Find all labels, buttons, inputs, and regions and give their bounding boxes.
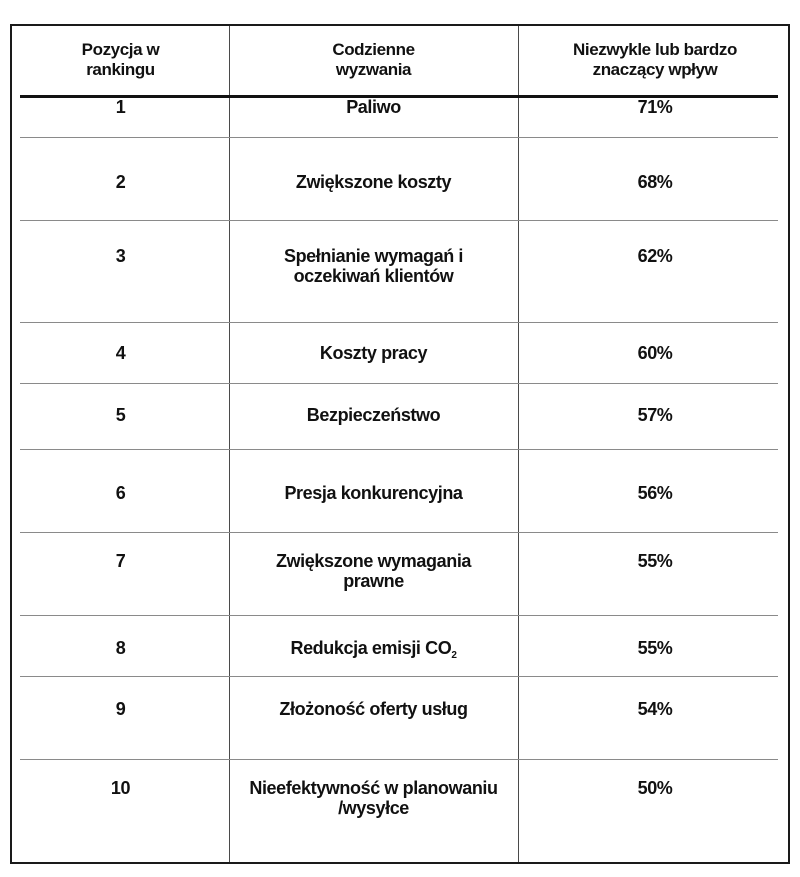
challenge-line: Bezpieczeństwo <box>306 405 441 425</box>
challenge-cell <box>229 97 518 117</box>
row-divider <box>20 676 778 677</box>
rank-cell: 4 <box>115 343 126 363</box>
rank-cell: 8 <box>115 638 126 658</box>
header-rank: Pozycja w rankingu <box>81 40 160 79</box>
challenge-line: Presja konkurencyjna <box>284 483 463 503</box>
challenge-line: Zwiększone wymagania <box>275 551 472 571</box>
impact-cell: 56% <box>637 483 673 503</box>
row-divider <box>20 532 778 533</box>
challenge-cell <box>229 483 518 503</box>
rank-cell: 3 <box>115 246 126 266</box>
challenge-line: /wysyłce <box>338 798 409 818</box>
row-divider <box>20 449 778 450</box>
challenge-cell <box>229 638 518 661</box>
column-divider <box>229 26 230 862</box>
challenge-line: Paliwo <box>346 97 401 117</box>
rank-cell: 7 <box>115 551 126 571</box>
challenge-line: Koszty pracy <box>319 343 428 363</box>
ranking-table <box>10 24 790 864</box>
row-divider <box>20 383 778 384</box>
impact-cell: 50% <box>637 778 673 798</box>
challenge-line: Nieefektywność w planowaniu <box>249 778 498 798</box>
challenge-cell <box>229 172 518 192</box>
impact-cell: 62% <box>637 246 673 266</box>
header-challenge: Codzienne wyzwania <box>332 40 415 79</box>
challenge-line: oczekiwań klientów <box>293 266 454 286</box>
challenge-subscript: 2 <box>451 650 457 661</box>
impact-cell: 55% <box>637 551 673 571</box>
impact-cell: 57% <box>637 405 673 425</box>
rank-cell: 5 <box>115 405 126 425</box>
challenge-cell <box>229 778 518 818</box>
rank-cell: 6 <box>115 483 126 503</box>
rank-cell: 10 <box>110 778 131 798</box>
challenge-line: prawne <box>343 571 404 591</box>
impact-cell: 54% <box>637 699 673 719</box>
row-divider <box>20 322 778 323</box>
challenge-cell <box>229 246 518 286</box>
impact-cell: 55% <box>637 638 673 658</box>
challenge-line: Zwiększone koszty <box>295 172 452 192</box>
challenge-cell <box>229 551 518 591</box>
row-divider <box>20 759 778 760</box>
challenge-cell <box>229 343 518 363</box>
rank-cell: 2 <box>115 172 126 192</box>
challenge-line: Spełnianie wymagań i <box>283 246 464 266</box>
rank-cell: 9 <box>115 699 126 719</box>
rank-cell: 1 <box>115 97 126 117</box>
row-divider <box>20 137 778 138</box>
challenge-line: Redukcja emisji $CO_2$ <box>290 638 457 661</box>
challenge-cell <box>229 699 518 719</box>
impact-cell: 68% <box>637 172 673 192</box>
challenge-cell <box>229 405 518 425</box>
challenge-line: Złożoność oferty usług <box>279 699 468 719</box>
table-header <box>12 26 788 98</box>
impact-cell: 71% <box>637 97 673 117</box>
column-divider <box>518 26 519 862</box>
header-impact: Niezwykle lub bardzo znaczący wpływ <box>573 40 737 79</box>
row-divider <box>20 220 778 221</box>
impact-cell: 60% <box>637 343 673 363</box>
row-divider <box>20 615 778 616</box>
